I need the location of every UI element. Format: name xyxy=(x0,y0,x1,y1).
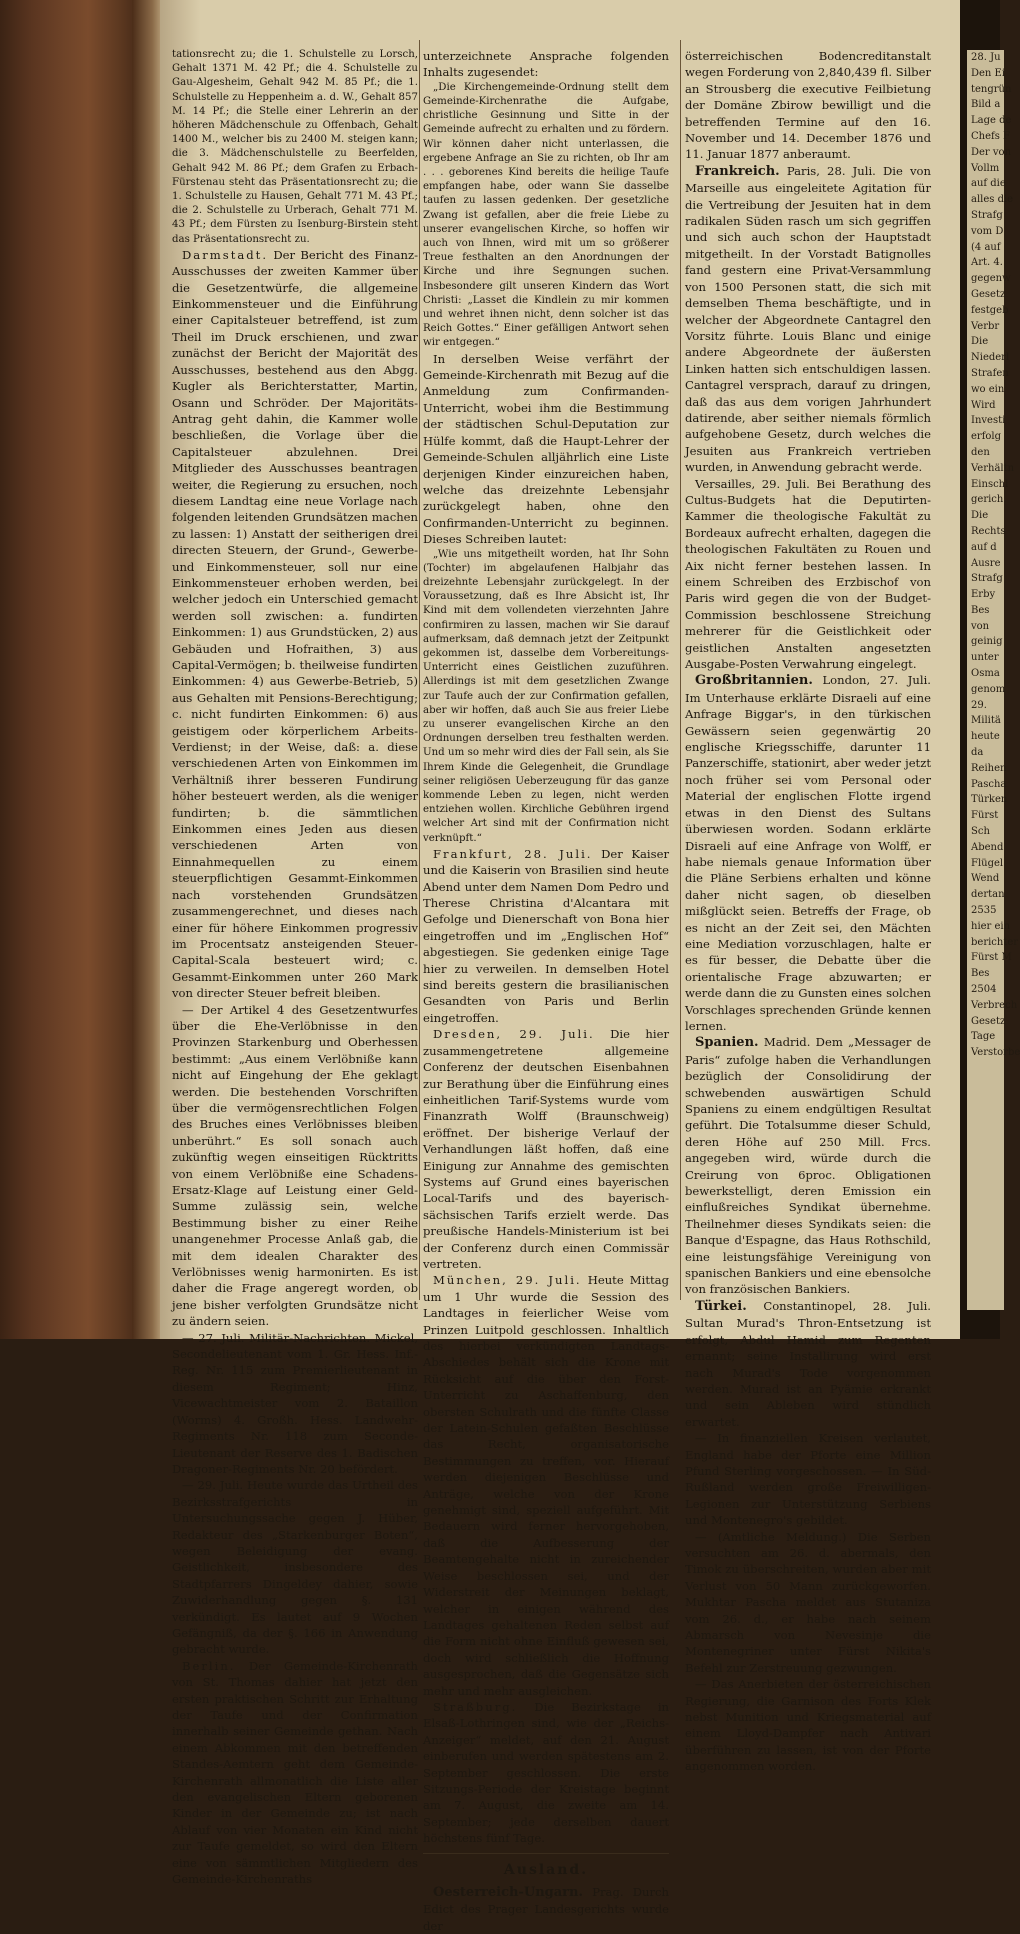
next-page-fragment: Fürst xyxy=(971,810,999,822)
country-heading: Türkei. xyxy=(695,1298,747,1314)
paragraph: — Das Anerbieten der österreichischen Regierung, die Garnison des Forts Klek nebst Munition und Kriegsmaterial auf einem Lloyd-Dampfer nach Antivari überführen zu lassen, ist von der Pforte angenommen worden. xyxy=(685,1677,931,1774)
next-page-fragment: Vollm xyxy=(971,162,1000,174)
next-page-fragment: Die xyxy=(971,336,989,348)
paragraph-text: Madrid. Dem „Messager de Paris“ zufolge haben die Verhandlungen bezüglich der Consolidirung der schwebenden auswärtigen Schuld Spaniens zu einem endgültigen Resultat geführt. Die Totalsumme dieser Schuld, deren Höhe auf 250 Mill. Frcs. angegeben wird, würde durch die Creirung von 6proc. Obligationen bewerkstelligt, deren Emission ein einflußreiches Syndikat übernehme. Theilnehmer dieses Syndikats seien: die Banque d'Espagne, das Haus Rothschild, eine leistungsfähige Vereinigung von spanischen Bankiers und eine ebensolche von französischen Bankiers. xyxy=(685,1035,931,1297)
next-page-fragment: gegenw xyxy=(971,273,1011,285)
paragraph xyxy=(172,1658,418,1888)
next-page-fragment: von xyxy=(971,620,990,632)
next-page-fragment: Wend xyxy=(971,873,1000,885)
next-page-fragment: den xyxy=(971,446,990,458)
next-page-fragment: Verhältn xyxy=(971,462,1015,474)
next-page-fragment: Reihen xyxy=(971,762,1007,774)
paragraph: tationsrecht zu; die 1. Schulstelle zu Lorsch, Gehalt 1371 M. 42 Pf.; die 4. Schulstelle zu Gau-Algesheim, Gehalt 942 M. 85 Pf.; die 1. Schulstelle zu Heppenheim a. d. W., Gehalt 857 M. 14 Pf.; die Stelle einer Lehrerin an der höheren Mädchenschule zu Offenbach, Gehalt 1400 M., welcher bis zu 2400 M. steigen kann; die 3. Mädchenschulstelle zu Beerfelden, Gehalt 942 M. 86 Pf.; dem Grafen zu Erbach-Fürstenau steht das Präsentationsrecht zu; die 1. Schulstelle zu Hausen, Gehalt 771 M. 43 Pf.; die 2. Schulstelle zu Urberach, Gehalt 771 M. 43 Pf.; dem Fürsten zu Isenburg-Birstein steht das Präsentationsrecht zu. xyxy=(172,49,418,245)
paragraph-text: Der Kaiser und die Kaiserin von Brasilien sind heute Abend unter dem Namen Dom Pedro und Therese Christina d'Alcantara mit Gefolge und Dienerschaft von Bona hier eingetroffen und im „Englischen Hof“ abgestiegen. Sie gedenken einige Tage hier zu verweilen. In demselben Hotel sind bereits gestern die brasilianischen Gesandten von Paris und Berlin eingetroffen. xyxy=(423,846,669,1025)
paragraph-text: Die Bezirkstage in Elsaß-Lothringen sind, wie der „Reichs-Anzeiger“ meldet, auf den 21. August einberufen und werden spätestens am 2. September geschlossen. Die erste Sitzungs-Periode der Kreistage beginnt am 7. August, die zweite am 14. September; jede derselben dauert höchstens fünf Tage. xyxy=(423,1699,669,1846)
dateline: Straßburg. xyxy=(433,1699,518,1714)
next-page-fragment: Osma xyxy=(971,668,1000,680)
next-page-fragment: Gesetz xyxy=(971,288,1006,300)
next-page-fragment: Bes xyxy=(971,604,990,616)
next-page-fragment: Pascha xyxy=(971,778,1007,790)
country-heading: Frankreich. xyxy=(695,163,780,179)
next-page-fragment: Flügel xyxy=(971,857,1004,869)
paragraph-text: Heute Mittag um 1 Uhr wurde die Session des Landtages in feierlicher Weise vom Prinzen Luitpold geschlossen. Inhaltlich des hierbei verkündigten Landtags-Abschiedes behält sich die Krone mit Rücksicht auf die über den Forst-Unterricht zu Aschaffenburg, den obersten Schulrath und die fünfte Classe der Latein-Schulen gefaßten Beschlüsse das Recht, organisatorische Bestimmungen zu treffen, vor. Hierauf werden diejenigen Beschlüsse und Anträge, welche von der Krone genehmigt sind, speziell aufgeführt. Mit Bedauern wird ferner hervorgehoben, daß die Aufbesserung der Beamtengehalte nicht in zureichender Weise beschlossen sei, und der Widerstreit der Meinungen beklagt, welcher in einigen während des Landtages gehaltenen Reden selbst auf die Form nicht ohne Einfluß gewesen sei, doch wird schließlich die Hoffnung ausgesprochen, daß die Gegensätze sich mehr und mehr ausgleichen. xyxy=(423,1273,669,1698)
quoted-letter: „Wie uns mitgetheilt worden, hat Ihr Sohn (Tochter) im abgelaufenen Halbjahr das dreizehnte Lebensjahr zurückgelegt. In der Voraussetzung, daß es Ihre Absicht ist, Ihr Kind mit dem vollendeten vierzehnten Jahre confirmiren zu lassen, machen wir Sie darauf aufmerksam, daß demnach jetzt der Zeitpunkt gekommen ist, dasselbe dem Vorbereitungs-Unterricht eines Geistlichen zuzuführen. Allerdings ist mit dem gesetzlichen Zwange zur Taufe auch der zur Confirmation gefallen, aber wir hoffen, daß auch Sie aus freier Liebe zu unserer evangelischen Kirche an den Ordnungen derselben treu festhalten werden. Und um so mehr wird dies der Fall sein, als Sie Ihrem Kinde die Gelegenheit, die Grundlage seiner religiösen Ueberzeugung für das ganze kommende Leben zu legen, nicht werden entziehen wollen. Kirchliche Gebühren irgend welcher Art sind mit der Confirmation nicht verknüpft.“ xyxy=(423,548,669,844)
paragraph-text: Paris, 28. Juli. Die von Marseille aus eingeleitete Agitation für die Vertreibung der Jesuiten hat in dem radikalen Süden rasch um sich gegriffen und sich auch schon der Hauptstadt mitgetheilt. In der Vorstadt Batignolles fand gestern eine Privat-Versammlung von 1500 Personen statt, die sich mit demselben Thema beschäftigte, und in welcher der Abgeordnete Cantagrel den Vorsitz führte. Louis Blanc und einige andere Abgeordnete der äußersten Linken hatten sich entschuldigen lassen. Cantagrel versprach, darauf zu dringen, daß das aus dem vorigen Jahrhundert datirende, aber seither niemals förmlich aufgehobene Gesetz, durch welches die Jesuiten aus Frankreich vertrieben wurden, in Anwendung gebracht werde. xyxy=(685,163,932,475)
next-page-fragment: Bild a xyxy=(971,99,1001,111)
paragraph: österreichischen Bodencreditanstalt wegen Forderung von 2,840,439 fl. Silber an Strousberg die executive Feilbietung der Domäne Zbirow bewilligt und die betreffenden Termine auf den 16. November und 14. December 1876 und 11. Januar 1877 anberaumt. xyxy=(685,49,931,162)
paragraph: — (Amtliche Meldung.) Die Serben versuchten am 26. d. abermals, den Timok zu überschreiten, wurden aber mit Verlust von 50 Mann zurückgeworfen. Mukhtar Pascha meldet aus Stutaniza vom 26. d., er habe nach seinem Abmarsch von Nevesinje die Montenegriner unter Fürst Nikita's Befehl zur Zerstreuung gezwungen. xyxy=(685,1529,931,1675)
paragraph xyxy=(423,1699,669,1847)
paragraph xyxy=(423,1272,669,1699)
next-page-fragment: (4 auf xyxy=(971,241,1001,253)
next-page-fragment: tengrün xyxy=(971,83,1012,95)
next-page-fragment: Verbr xyxy=(971,320,1000,332)
next-page-fragment: dertan xyxy=(971,889,1005,901)
next-page-fragment: Strafen xyxy=(971,367,1009,379)
next-page-fragment: Verstorbe xyxy=(971,1047,1020,1059)
paragraph: — Der Artikel 4 des Gesetzentwurfes über die Ehe-Verlöbnisse in den Provinzen Starkenburg und Oberhessen bestimmt: „Aus einem Verlöbniße kann nicht auf Eingehung der Ehe geklagt werden. Die bestehenden Vorschriften über die vermögensrechtlichen Folgen des Bruches eines Verlöbnisses bleiben unberührt.“ Es soll sonach auch zukünftig wegen einseitigen Rücktritts von einem Verlöbniße eine Schadens-Ersatz-Klage auf Leistung einer Geld-Summe zulässig sein, welche Bestimmung bisher zu einer Reihe unangenehmer Processe Anlaß gab, die mit dem idealen Charakter des Verlöbnisses wenig harmonirten. Es ist daher die Frage angeregt worden, ob jene bisher verfolgten Grundsätze nicht zu ändern seien. xyxy=(172,1002,418,1329)
next-page-fragment: Ausre xyxy=(971,557,1001,569)
paragraph-text: Der Gemeinde-Kirchenrath von St. Thomas dahier hat jetzt den ersten praktischen Schritt zur Erhaltung der Taufe und der Confirmation innerhalb seiner Gemeinde gethan. Nach einem Abkommen mit den betreffenden Standes-Aemtern geht dem Gemeinde-Kirchenrath allmonatlich die Liste aller den evangelischen Eltern geborenen Kinder in der Gemeinde zu; ist nach Ablauf von vier Monaten ein Kind nicht zur Taufe gemeldet, so wird den Eltern eine von sämmtlichen Mitgliedern des Gemeinde-Kirchenraths xyxy=(172,1658,418,1887)
dateline: Berlin. xyxy=(182,1658,236,1673)
next-page-fragment: genom xyxy=(971,683,1006,695)
next-page-fragment: Fürst M xyxy=(971,952,1012,964)
next-page-fragment: Verbrech xyxy=(971,999,1018,1011)
column-1 xyxy=(172,48,418,1887)
next-page-fragment: Investi xyxy=(971,415,1006,427)
paragraph: — 29. Juli. Heute wurde das Urtheil des Bezirksstrafgerichts in Untersuchungssache gegen J. Hüber, Redakteur des „Starkenburger Boten“, wegen Beleidigung der evang. Geistlichkeit, insbesondere des Stadtpfarrers Dingeldey dahier, sowie Zuwiderhandlung gegen §. 131 verkündigt. Es lautet auf 9 Wochen Gefängniß, da der §. 166 in Anwendung gebracht wurde. xyxy=(172,1478,418,1657)
next-page-fragment: alles die xyxy=(971,194,1014,206)
next-page-fragment: vom D xyxy=(971,225,1004,237)
next-page-fragment: da xyxy=(971,747,984,759)
column-2 xyxy=(423,48,669,1934)
next-page-fragment: gerich xyxy=(971,494,1004,506)
next-page-fragment: Gesetz xyxy=(971,1015,1006,1027)
next-page-fragment: wo ein xyxy=(971,383,1005,395)
next-page-fragment: Strafg xyxy=(971,209,1003,221)
paragraph: — 27. Juli. Militär-Nachrichten. Mickel, Secondelieutenant vom 1. Gr. Hess. Inf.-Reg. Nr. 115 zum Premierlieutenant in diesem Regiment; Hinz, Vicewachtmeister vom 2. Bataillon (Worms) 4. Großh. Hess. Landwehr-Regiments Nr. 118 zum Seconde-Lieutenant der Reserve des 1. Badischen Dragoner-Regiments Nr. 20 befördert. xyxy=(172,1330,418,1476)
next-page-fragment: Lage de xyxy=(971,115,1012,127)
paragraph-text: Prag. Durch Edict des Prager Landesgerichts wurde der xyxy=(423,1885,669,1933)
next-page-fragment: 2535 xyxy=(971,905,997,917)
next-page-fragment: Chefs F xyxy=(971,130,1010,142)
paragraph-text: London, 27. Juli. Im Unterhause erklärte Disraeli auf eine Anfrage Biggar's, in den türkischen Gewässern seien gegenwärtig 20 englische Kriegsschiffe, darunter 11 Panzerschiffe, stationirt, aber weder jetzt noch früher sei vom Personal oder Material der englischen Flotte irgend etwas in den Dienst des Sultans überwiesen worden. Sodann erklärte Disraeli auf eine Anfrage von Wolff, er habe niemals genaue Information über die Pläne Serbiens erhalten und könne daher nicht sagen, ob dieselben mißglückt seien. Betreffs der Frage, ob es nicht an der Zeit sei, den Mächten eine Mediation vorzuschlagen, halte er es für besser, die Debatte über die orientalische Frage abzuwarten; er werde dann die zu Gunsten eines solchen Vorschlages sprechenden Gründe kennen lernen. xyxy=(685,673,931,1033)
paragraph: In derselben Weise verfährt der Gemeinde-Kirchenrath mit Bezug auf die Anmeldung zum Confirmanden-Unterricht, wobei ihm die Bestimmung der städtischen Schul-Deputation zur Hülfe kommt, daß die Haupt-Lehrer der Gemeinde-Schulen alljährlich eine Liste derjenigen Kinder einzureichen haben, welche das dreizehnte Lebensjahr zurückgelegt haben, ohne den Confirmanden-Unterricht zu beginnen. Dieses Schreiben lautet: xyxy=(423,351,669,547)
paragraph xyxy=(423,1884,669,1934)
next-page-fragment: Sch xyxy=(971,826,990,838)
next-page-fragment: heute xyxy=(971,731,1000,743)
column-divider xyxy=(419,40,420,1300)
dateline: Frankfurt, 28. Juli. xyxy=(433,846,593,861)
section-heading: Ausland. xyxy=(503,1861,589,1878)
next-page-fragment: 2504 xyxy=(971,984,997,996)
next-page-fragment: Tage xyxy=(971,1031,996,1043)
paragraph xyxy=(423,846,669,1026)
next-page-fragment: auf d xyxy=(971,541,997,553)
next-page-fragment: auf die xyxy=(971,178,1006,190)
next-page-fragment: geinig xyxy=(971,636,1003,648)
next-page-edge xyxy=(967,50,1020,1310)
column-3 xyxy=(685,48,931,1775)
next-page-fragment: festgeb xyxy=(971,304,1009,316)
next-page-fragment: Die xyxy=(971,510,989,522)
next-page-fragment: Türken xyxy=(971,794,1008,806)
next-page-fragment: berichter xyxy=(971,936,1019,948)
paragraph-text: Der Bericht des Finanz-Ausschusses der zweiten Kammer über die Gesetzentwürfe, die allgemeine Einkommensteuer und die Einführung einer Capitalsteuer betreffend, ist zum Theil im Druck erschienen, und zwar zunächst der Bericht der Majorität des Ausschusses, bestehend aus den Abgg. Kugler als Berichterstatter, Martin, Osann und Schröder. Der Majoritäts-Antrag geht dahin, die Kammer wolle beschließen, die Vorlage über die Capitalsteuer abzulehnen. Drei Mitglieder des Ausschusses beantragen weiter, die Regierung zu ersuchen, noch diesem Landtag eine neue Vorlage nach folgenden leitenden Grundsätzen machen zu lassen: 1) Anstatt der seitherigen drei directen Steuern, der Grund-, Gewerbe- und Einkommensteuer, soll nur eine Einkommensteuer erhoben werden, bei welcher jedoch ein Unterschied gemacht werden soll zwischen: a. fundirten Einkommen: 1) aus Grundstücken, 2) aus Gebäuden und Hofraithen, 3) aus Capital-Vermögen; b. theilweise fundirten Einkommen: 4) aus Gewerbe-Betrieb, 5) aus Gehalten mit Pensions-Berechtigung; c. nicht fundirten Einkommen: 6) aus geistigem oder körperlichem Arbeits-Verdienst; in der Weise, daß: a. diese verschiedenen Arten von Einkommen im Verhältniß ihrer besseren Fundirung höher besteuert werden, als die weniger fundirten; b. die sämmtlichen Einkommen eines Jeden aus diesen verschiedenen Arten von Einnahmequellen zu einem steuerpflichtigen Gesammt-Einkommen nach vorstehenden Grundsätzen zusammengerechnet, und dieses nach einer für höhere Einkommen progressiv im Procentsatz ansteigenden Steuer-Capital-Scala besteuert wird; c. Gesammt-Einkommen unter 260 Mark von directer Steuer befreit bleiben. xyxy=(172,247,418,1001)
country-heading: Oesterreich-Ungarn. xyxy=(433,1885,583,1900)
paragraph: Versailles, 29. Juli. Bei Berathung des Cultus-Budgets hat die Deputirten-Kammer die theologische Fakultät zu Bordeaux aufrecht erhalten, dagegen die theologischen Fakultäten zu Rouen und Aix nicht ferner bestehen lassen. In einem Schreiben des Erzbischof von Paris wird gegen die von der Budget-Commission beschlossene Streichung mehrerer für die Geistlichkeit oder geistlichen Anstalten angesetzten Ausgabe-Posten Verwahrung eingelegt. xyxy=(685,476,931,672)
next-page-fragment: Wird xyxy=(971,399,996,411)
dateline: München, 29. Juli. xyxy=(433,1273,582,1288)
column-divider xyxy=(680,40,681,1300)
paragraph xyxy=(172,247,418,1002)
next-page-fragment: unter xyxy=(971,652,999,664)
country-heading: Spanien. xyxy=(695,1035,759,1051)
paragraph xyxy=(685,163,931,476)
next-page-fragment: Art. 4. xyxy=(971,257,1003,269)
paragraph xyxy=(685,672,931,1034)
paragraph xyxy=(685,1298,931,1430)
next-page-fragment: Militä xyxy=(971,715,1001,727)
next-page-fragment: Bes xyxy=(971,968,990,980)
next-page-fragment: 29. xyxy=(971,699,987,711)
paragraph xyxy=(423,1026,669,1272)
next-page-fragment: Strafg xyxy=(971,573,1003,585)
paragraph: — In finanziellen Kreisen verlautet, England habe der Pforte eine Million Pfund Sterling vorgeschossen. — In Süd-Rußland werden große Freiwilligen-Legionen zur Unterstützung Serbiens und Montenegro's gebildet. xyxy=(685,1431,931,1528)
paragraph-text: Die hier zusammengetretene allgemeine Conferenz der deutschen Eisenbahnen zur Berathung über die Einführung eines einheitlichen Tarif-Systems wurde vom Finanzrath Wolff (Braunschweig) eröffnet. Der bisherige Verlauf der Verhandlungen läßt hoffen, daß eine Einigung zur Annahme des gemischten Systems auf Grund eines bayerischen Local-Tarifs und des bayerisch-sächsischen Tarifs erzielt werde. Das preußische Handels-Ministerium ist bei der Conferenz durch einen Commissär vertreten. xyxy=(423,1027,669,1271)
next-page-fragment: Den Ei xyxy=(971,67,1006,79)
section-rule xyxy=(423,1853,669,1854)
next-page-fragment: Niederl xyxy=(971,352,1010,364)
next-page-fragment: erfolg xyxy=(971,431,1002,443)
dateline: Darmstadt. xyxy=(182,247,269,262)
next-page-fragment: 28. Ju xyxy=(971,52,1001,63)
next-page-fragment: Erby xyxy=(971,589,996,601)
quoted-letter: „Die Kirchengemeinde-Ordnung stellt dem Gemeinde-Kirchenrathe die Aufgabe, christliche Gesinnung und Sitte in der Gemeinde aufrecht zu erhalten und zu fördern. Wir können daher nicht unterlassen, die ergebene Anfrage an Sie zu richten, ob Ihr am . . . geborenes Kind bereits die heilige Taufe empfangen habe, oder wann Sie dasselbe taufen zu lassen gedenken. Der gesetzliche Zwang ist gefallen, aber die freie Liebe zu unserer evangelischen Kirche, so hoffen wir auch von Ihnen, wird mit um so größerer Treue festhalten an den Anordnungen der Kirche und ihre Segnungen suchen. Insbesondere gilt unseren Kindern das Wort Christi: „Lasset die Kindlein zu mir kommen und wehret ihnen nicht, denn solcher ist das Reich Gottes.“ Einer gefälligen Antwort sehen wir entgegen.“ xyxy=(423,81,669,349)
next-page-fragment: Abend xyxy=(971,841,1004,853)
dateline: Dresden, 29. Juli. xyxy=(433,1027,595,1042)
paragraph-text: Constantinopel, 28. Juli. Sultan Murad's Thron-Entsetzung ist erfolgt, Abdul Hamid zum Regenten ernannt; seine Installirung wird erst nach Murad's Tode vorgenommen werden. Murad ist an Pyämie erkrankt und sein Ableben wird stündlich erwartet. xyxy=(685,1298,931,1429)
country-heading: Großbritannien. xyxy=(695,673,813,689)
next-page-fragment: Der von xyxy=(971,146,1012,158)
next-page-fragment: hier ein xyxy=(971,920,1011,932)
paragraph xyxy=(685,1034,931,1298)
next-page-fragment: Rechts xyxy=(971,525,1006,537)
next-page-fragment: Einschl xyxy=(971,478,1009,490)
paragraph: unterzeichnete Ansprache folgenden Inhalts zugesendet: xyxy=(423,49,669,80)
